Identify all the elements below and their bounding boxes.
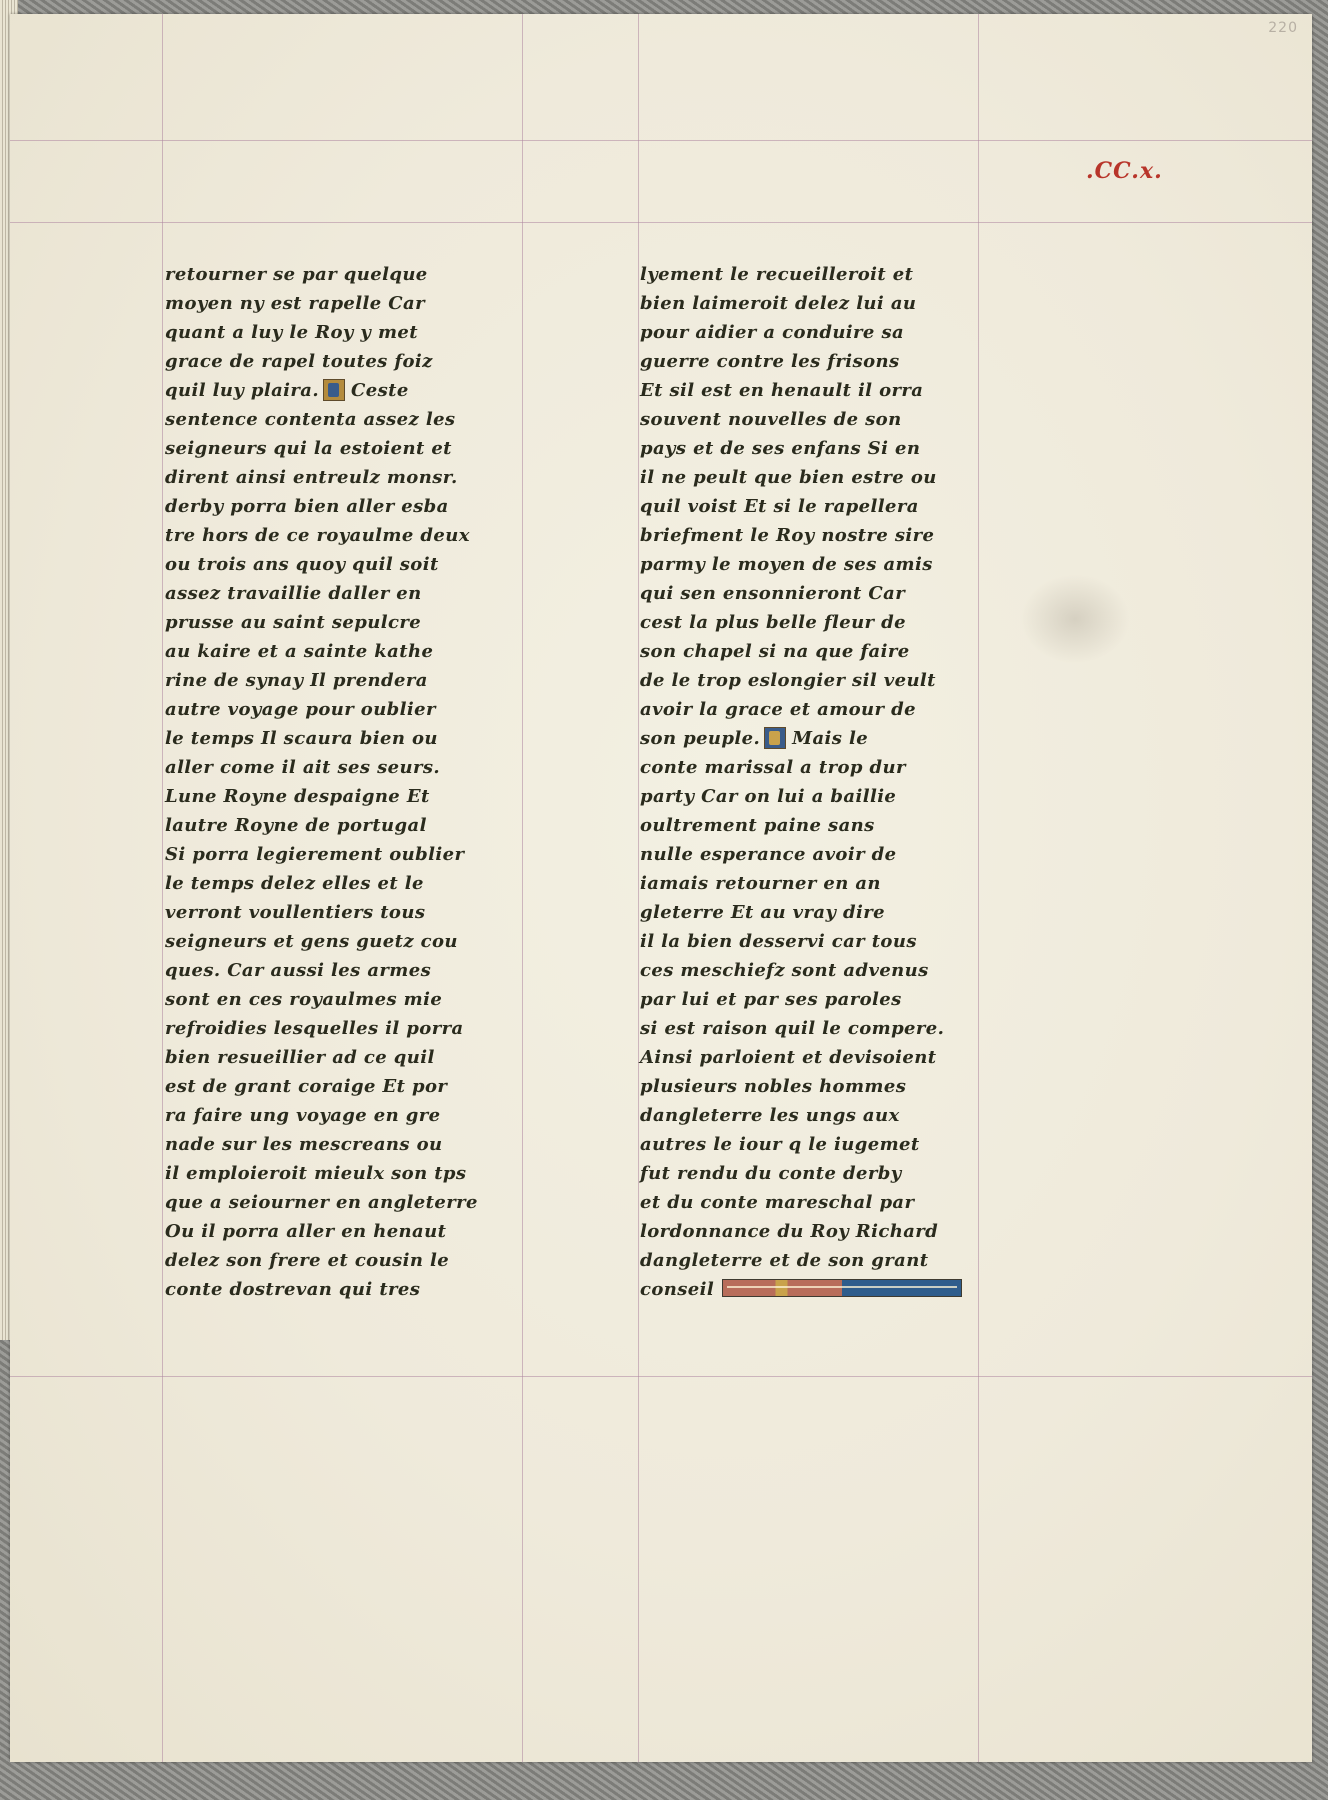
- text-line-content: souvent nouvelles de son: [640, 409, 902, 430]
- text-line-content: dirent ainsi entreulz monsr.: [165, 467, 458, 488]
- text-line-content: ces meschiefz sont advenus: [640, 960, 929, 981]
- text-line-content: avoir la grace et amour de: [640, 699, 916, 720]
- text-line-content: pays et de ses enfans Si en: [640, 438, 921, 459]
- text-line: [640, 811, 1010, 840]
- text-line: [165, 318, 575, 347]
- text-line: [640, 492, 1010, 521]
- text-line-content: Ainsi parloient et devisoient: [640, 1047, 937, 1068]
- folio-roman-numeral: .CC.x.: [1086, 158, 1163, 184]
- text-line-content: seigneurs qui la estoient et: [165, 438, 452, 459]
- text-line: [640, 289, 1010, 318]
- text-line: [640, 579, 1010, 608]
- text-line-content: fut rendu du conte derby: [640, 1163, 902, 1184]
- text-line-content: sentence contenta assez les: [165, 409, 456, 430]
- text-line-content: dangleterre et de son grant: [640, 1250, 929, 1271]
- text-line: [165, 898, 575, 927]
- text-line-content: le temps delez elles et le: [165, 873, 424, 894]
- text-line-content: ra faire ung voyage en gre: [165, 1105, 441, 1126]
- text-line: [165, 521, 575, 550]
- text-line: [640, 666, 1010, 695]
- text-line-content: party Car on lui a baillie: [640, 786, 897, 807]
- rubric-text: Ceste: [351, 380, 409, 401]
- text-line: [165, 289, 575, 318]
- text-line-content: quil voist Et si le rapellera: [640, 496, 919, 517]
- text-line-content: rine de synay Il prendera: [165, 670, 428, 691]
- text-line: [165, 724, 575, 753]
- text-line: [640, 1072, 1010, 1101]
- text-line-content: Ou il porra aller en henaut: [165, 1221, 447, 1242]
- text-line: [640, 260, 1010, 289]
- text-line-content: autre voyage pour oublier: [165, 699, 436, 720]
- text-line: [165, 550, 575, 579]
- text-line: [165, 811, 575, 840]
- text-line: [165, 405, 575, 434]
- text-line-content: lordonnance du Roy Richard: [640, 1221, 939, 1242]
- text-line: [640, 521, 1010, 550]
- text-line: [165, 927, 575, 956]
- text-line-content: et du conte mareschal par: [640, 1192, 915, 1213]
- text-line-content: derby porra bien aller esba: [165, 496, 449, 517]
- text-line: [165, 463, 575, 492]
- text-line: [640, 1101, 1010, 1130]
- page-stain: [1020, 574, 1130, 664]
- text-line-content: refroidies lesquelles il porra: [165, 1018, 464, 1039]
- text-line-content: cest la plus belle fleur de: [640, 612, 906, 633]
- text-line-content: assez travaillie daller en: [165, 583, 422, 604]
- text-line-content: conte marissal a trop dur: [640, 757, 906, 778]
- text-line-content: quant a luy le Roy y met: [165, 322, 418, 343]
- text-line-content: conseil: [640, 1279, 715, 1300]
- text-line-content: dangleterre les ungs aux: [640, 1105, 900, 1126]
- decorated-initial-icon: [323, 379, 345, 401]
- text-line-content: nulle esperance avoir de: [640, 844, 897, 865]
- text-column-right: [640, 260, 1010, 1304]
- text-line: [640, 318, 1010, 347]
- text-line-content: oultrement paine sans: [640, 815, 875, 836]
- text-line-content: lyement le recueilleroit et: [640, 264, 914, 285]
- ruling-line: [10, 1376, 1312, 1377]
- text-line: [165, 1014, 575, 1043]
- text-line: [640, 1014, 1010, 1043]
- text-line: [165, 1101, 575, 1130]
- text-line: [165, 1159, 575, 1188]
- text-line: [640, 405, 1010, 434]
- text-line-content: le temps Il scaura bien ou: [165, 728, 438, 749]
- text-line-content: gleterre Et au vray dire: [640, 902, 885, 923]
- text-line-content: ques. Car aussi les armes: [165, 960, 432, 981]
- text-line: [640, 608, 1010, 637]
- text-line: [165, 753, 575, 782]
- text-line-content: iamais retourner en an: [640, 873, 881, 894]
- text-line-content: ou trois ans quoy quil soit: [165, 554, 439, 575]
- text-line: [640, 1188, 1010, 1217]
- text-line: [640, 985, 1010, 1014]
- text-line: [165, 260, 575, 289]
- text-line-content: Et sil est en henault il orra: [640, 380, 924, 401]
- text-line-content: Lune Royne despaigne Et: [165, 786, 430, 807]
- text-line: [165, 579, 575, 608]
- text-line: [640, 434, 1010, 463]
- text-line-content: sont en ces royaulmes mie: [165, 989, 443, 1010]
- text-line: [640, 840, 1010, 869]
- text-line-content: son chapel si na que faire: [640, 641, 910, 662]
- text-line: [165, 695, 575, 724]
- text-line: [640, 637, 1010, 666]
- text-line: [165, 376, 575, 405]
- text-line: [640, 927, 1010, 956]
- text-line-content: bien resueillier ad ce quil: [165, 1047, 435, 1068]
- ruling-line: [638, 14, 639, 1762]
- text-line-content: verront voullentiers tous: [165, 902, 426, 923]
- text-line: [640, 898, 1010, 927]
- text-line: [165, 1275, 575, 1304]
- text-line: [165, 956, 575, 985]
- text-line: [640, 1217, 1010, 1246]
- text-line-content: autres le iour q le iugemet: [640, 1134, 920, 1155]
- text-line: [165, 1188, 575, 1217]
- ruling-line: [10, 140, 1312, 141]
- text-line: [165, 1043, 575, 1072]
- text-column-left: [165, 260, 575, 1304]
- text-line: [640, 782, 1010, 811]
- text-line: [640, 347, 1010, 376]
- text-line-content: que a seiourner en angleterre: [165, 1192, 478, 1213]
- text-line: [165, 1246, 575, 1275]
- ruling-line: [10, 222, 1312, 223]
- text-line: [165, 985, 575, 1014]
- text-line-content: par lui et par ses paroles: [640, 989, 902, 1010]
- line-filler-decoration: [722, 1279, 962, 1297]
- text-line-content: aller come il ait ses seurs.: [165, 757, 441, 778]
- text-line: [640, 463, 1010, 492]
- text-line-content: tre hors de ce royaulme deux: [165, 525, 470, 546]
- text-line: [165, 1217, 575, 1246]
- text-line-content: il ne peult que bien estre ou: [640, 467, 937, 488]
- text-line: [165, 782, 575, 811]
- text-line-content: retourner se par quelque: [165, 264, 428, 285]
- text-line: [165, 869, 575, 898]
- text-line-content: si est raison quil le compere.: [640, 1018, 945, 1039]
- text-line-content: plusieurs nobles hommes: [640, 1076, 907, 1097]
- text-line: [640, 550, 1010, 579]
- text-line: [165, 1130, 575, 1159]
- text-line: [640, 1130, 1010, 1159]
- text-line-content: bien laimeroit delez lui au: [640, 293, 917, 314]
- text-line: [165, 608, 575, 637]
- text-line: [165, 840, 575, 869]
- text-line-content: prusse au saint sepulcre: [165, 612, 422, 633]
- text-line: [640, 1275, 1010, 1304]
- text-line-content: conte dostrevan qui tres: [165, 1279, 421, 1300]
- text-line-content: qui sen ensonnieront Car: [640, 583, 906, 604]
- text-line-content: de le trop eslongier sil veult: [640, 670, 936, 691]
- text-line: [165, 1072, 575, 1101]
- text-line-content: guerre contre les frisons: [640, 351, 900, 372]
- text-line-content: delez son frere et cousin le: [165, 1250, 450, 1271]
- text-line: [165, 666, 575, 695]
- text-line: [640, 1246, 1010, 1275]
- text-line: [640, 869, 1010, 898]
- text-line-content: Si porra legierement oublier: [165, 844, 465, 865]
- text-line-content: il emploieroit mieulx son tps: [165, 1163, 467, 1184]
- text-line-content: lautre Royne de portugal: [165, 815, 427, 836]
- text-line: [640, 724, 1010, 753]
- text-line-content: moyen ny est rapelle Car: [165, 293, 425, 314]
- text-line-content: briefment le Roy nostre sire: [640, 525, 935, 546]
- text-line: [640, 956, 1010, 985]
- text-line-content: pour aidier a conduire sa: [640, 322, 905, 343]
- text-line-content: grace de rapel toutes foiz: [165, 351, 433, 372]
- text-line: [640, 1043, 1010, 1072]
- text-line: [165, 492, 575, 521]
- text-line: [165, 347, 575, 376]
- text-line: [640, 753, 1010, 782]
- text-line-content: est de grant coraige Et por: [165, 1076, 448, 1097]
- folio-pencil-number: 220: [1268, 20, 1298, 36]
- text-line-content: quil luy plaira.: [165, 380, 320, 401]
- rubric-text: Mais le: [792, 728, 869, 749]
- text-line-content: seigneurs et gens guetz cou: [165, 931, 458, 952]
- text-line: [165, 434, 575, 463]
- text-line: [640, 376, 1010, 405]
- text-line: [640, 695, 1010, 724]
- decorated-initial-icon: [764, 727, 786, 749]
- text-line-content: au kaire et a sainte kathe: [165, 641, 434, 662]
- text-line-content: parmy le moyen de ses amis: [640, 554, 933, 575]
- text-line: [165, 637, 575, 666]
- text-line-content: il la bien desservi car tous: [640, 931, 917, 952]
- text-line: [640, 1159, 1010, 1188]
- text-line-content: son peuple.: [640, 728, 761, 749]
- text-line-content: nade sur les mescreans ou: [165, 1134, 443, 1155]
- ruling-line: [162, 14, 163, 1762]
